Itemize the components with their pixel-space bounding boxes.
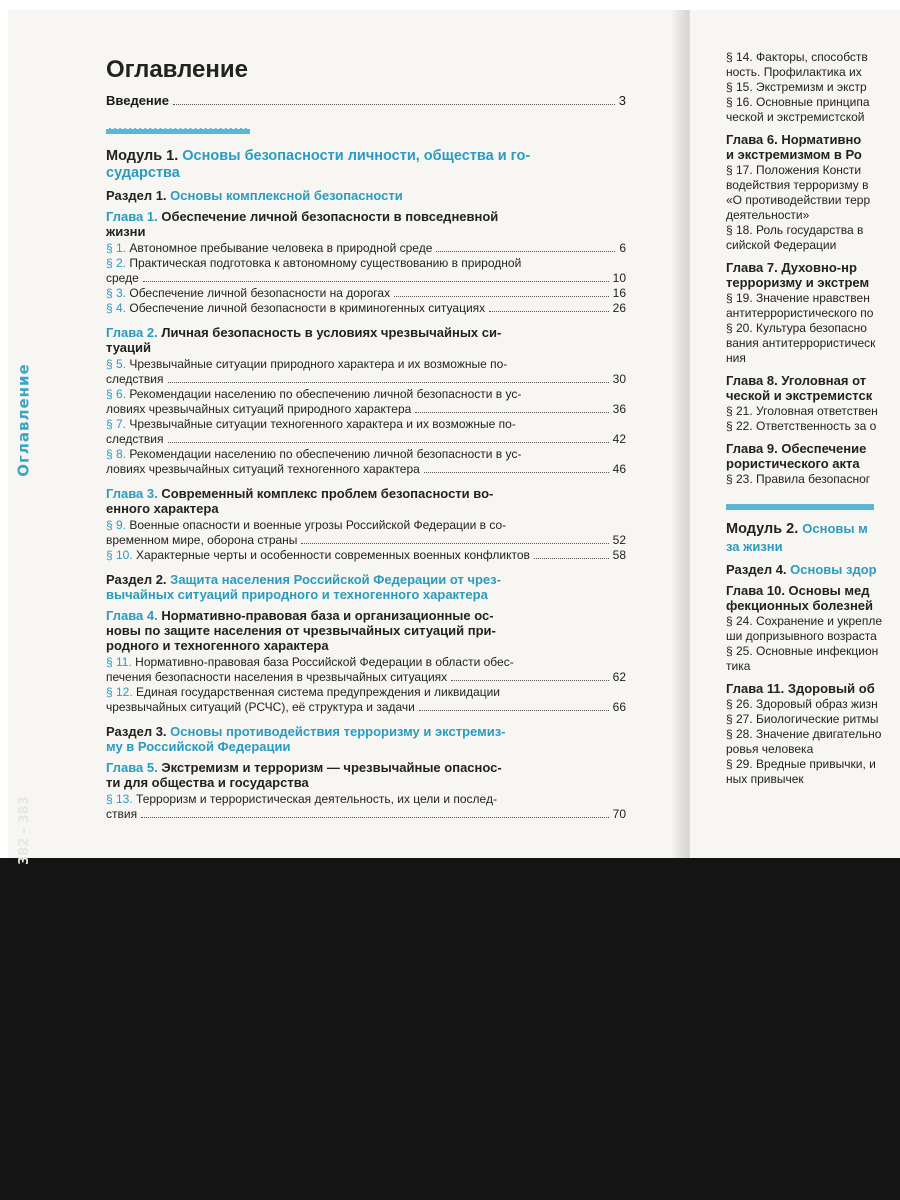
toc-entry-s6: § 6. Рекомендации населению по обеспечению личной безопасности в ус- [106,387,522,401]
glava-2-heading: Глава 2. Личная безопасность в условиях чрезвычайных си- туаций [106,325,502,355]
toc-entry-s11-cont: печения безопасности населения в чрезвычайных ситуациях 62 [106,670,626,684]
glava-8-heading: Глава 8. Уголовная от ческой и экстремистск [726,373,873,403]
toc-entry-s10: § 10. Характерные черты и особенности современных военных конфликтов 58 [106,548,626,562]
toc-entry-s2: § 2. Практическая подготовка к автономному существованию в природной [106,256,522,270]
toc-entry-s9: § 9. Военные опасности и военные угрозы Российской Федерации в со- [106,518,507,532]
toc-entry-s4: § 4. Обеспечение личной безопасности в криминогенных ситуациях 26 [106,301,626,315]
glava-4-heading: Глава 4. Нормативно-правовая база и организационные ос- новы по защите населения от чрезвычайных ситуаций при- родного и техногенного характера [106,608,496,653]
toc-right-line: ных привычек [726,772,804,786]
toc-entry-s5: § 5. Чрезвычайные ситуации природного характера и их возможные по- [106,357,508,371]
toc-entry-s1: § 1. Автономное пребывание человека в природной среде 6 [106,241,626,255]
section-divider [106,128,250,134]
toc-entry-s13-cont: ствия 70 [106,807,626,821]
toc-entry-s12: § 12. Единая государственная система предупреждения и ликвидации [106,685,500,699]
toc-right-line: ния [726,351,746,365]
toc-right-line: вания антитеррористическ [726,336,876,350]
toc-right-line: антитеррористического по [726,306,874,320]
toc-right-line: § 16. Основные принципа [726,95,870,109]
toc-right-line: § 26. Здоровый образ жизн [726,697,878,711]
toc-entry-s13: § 13. Терроризм и террористическая деятельность, их цели и послед- [106,792,497,806]
toc-right-line: ческой и экстремистской [726,110,865,124]
toc-right-line: § 24. Сохранение и укрепле [726,614,883,628]
toc-right-line: § 28. Значение двигательно [726,727,882,741]
razdel-3-heading: Раздел 3. Основы противодействия терроризму и экстремиз- му в Российской Федерации [106,724,506,754]
glava-11-heading: Глава 11. Здоровый об [726,681,875,696]
toc-right-line: § 25. Основные инфекцион [726,644,879,658]
glava-10-heading: Глава 10. Основы мед фекционных болезней [726,583,874,613]
toc-right-line: § 14. Факторы, способств [726,50,868,64]
toc-right-line: § 18. Роль государства в [726,223,864,237]
toc-entry-s8-cont: ловиях чрезвычайных ситуаций техногенного характера 46 [106,462,626,476]
toc-right-line: ши допризывного возраста [726,629,877,643]
glava-9-heading: Глава 9. Обеспечение рористического акта [726,441,867,471]
module-1-heading: Модуль 1. Основы безопасности личности, общества и го- сударства [106,148,531,181]
toc-entry-s11: § 11. Нормативно-правовая база Российской Федерации в области обес- [106,655,514,669]
toc-entry-s3: § 3. Обеспечение личной безопасности на дорогах 16 [106,286,626,300]
toc-right-line: «О противодействии терр [726,193,871,207]
page-numbers: 382 - 383 [16,795,32,865]
toc-right-column [726,50,900,787]
toc-entry-s7: § 7. Чрезвычайные ситуации техногенного характера и их возможные по- [106,417,516,431]
toc-entry-s6-cont: ловиях чрезвычайных ситуаций природного характера 36 [106,402,626,416]
glava-5-heading: Глава 5. Экстремизм и терроризм — чрезвычайные опаснос- ти для общества и государства [106,760,502,790]
side-label: Оглавление [15,363,33,477]
toc-entry-intro: Введение 3 [106,93,626,108]
glava-1-heading: Глава 1. Обеспечение личной безопасности в повседневной жизни [106,209,499,239]
toc-entry-s7-cont: следствия 42 [106,432,626,446]
toc-right-line: § 27. Биологические ритмы [726,712,879,726]
glava-3-heading: Глава 3. Современный комплекс проблем безопасности во- енного характера [106,486,494,516]
toc-right-line: ровья человека [726,742,814,756]
toc-right-line: § 29. Вредные привычки, и [726,757,876,771]
section-divider [726,504,874,510]
glava-7-heading: Глава 7. Духовно-нр терроризму и экстрем [726,260,870,290]
page-title: Оглавление [106,56,248,83]
toc-entry-s2-cont: среде 10 [106,271,626,285]
toc-right-line: водействия терроризму в [726,178,869,192]
toc-right-line: ность. Профилактика их [726,65,862,79]
toc-right-line: § 23. Правила безопасног [726,472,871,486]
razdel-4-heading: Раздел 4. Основы здор [726,562,877,577]
toc-right-line: сийской Федерации [726,238,837,252]
toc-entry-s8: § 8. Рекомендации населению по обеспечению личной безопасности в ус- [106,447,522,461]
razdel-1-heading: Раздел 1. Основы комплексной безопасности [106,188,403,203]
toc-entry-s5-cont: следствия 30 [106,372,626,386]
toc-right-line: § 19. Значение нравствен [726,291,870,305]
toc-right-line: деятельности» [726,208,810,222]
toc-entry-s12-cont: чрезвычайных ситуаций (РСЧС), её структура и задачи 66 [106,700,626,714]
toc-right-line: тика [726,659,751,673]
toc-left-column [106,56,626,822]
glava-6-heading: Глава 6. Нормативно и экстремизмом в Ро [726,132,862,162]
razdel-2-heading: Раздел 2. Защита населения Российской Федерации от чрез- вычайных ситуаций природного и техногенного характера [106,572,501,602]
module-2-heading: Модуль 2. Основы м за жизни [726,521,868,554]
toc-right-line: § 17. Положения Консти [726,163,862,177]
toc-entry-s9-cont: временном мире, оборона страны 52 [106,533,626,547]
toc-right-line: § 22. Ответственность за о [726,419,877,433]
toc-right-line: § 15. Экстремизм и экстр [726,80,867,94]
toc-right-line: § 21. Уголовная ответствен [726,404,878,418]
scanner-background [0,858,900,1200]
toc-right-line: § 20. Культура безопасно [726,321,867,335]
